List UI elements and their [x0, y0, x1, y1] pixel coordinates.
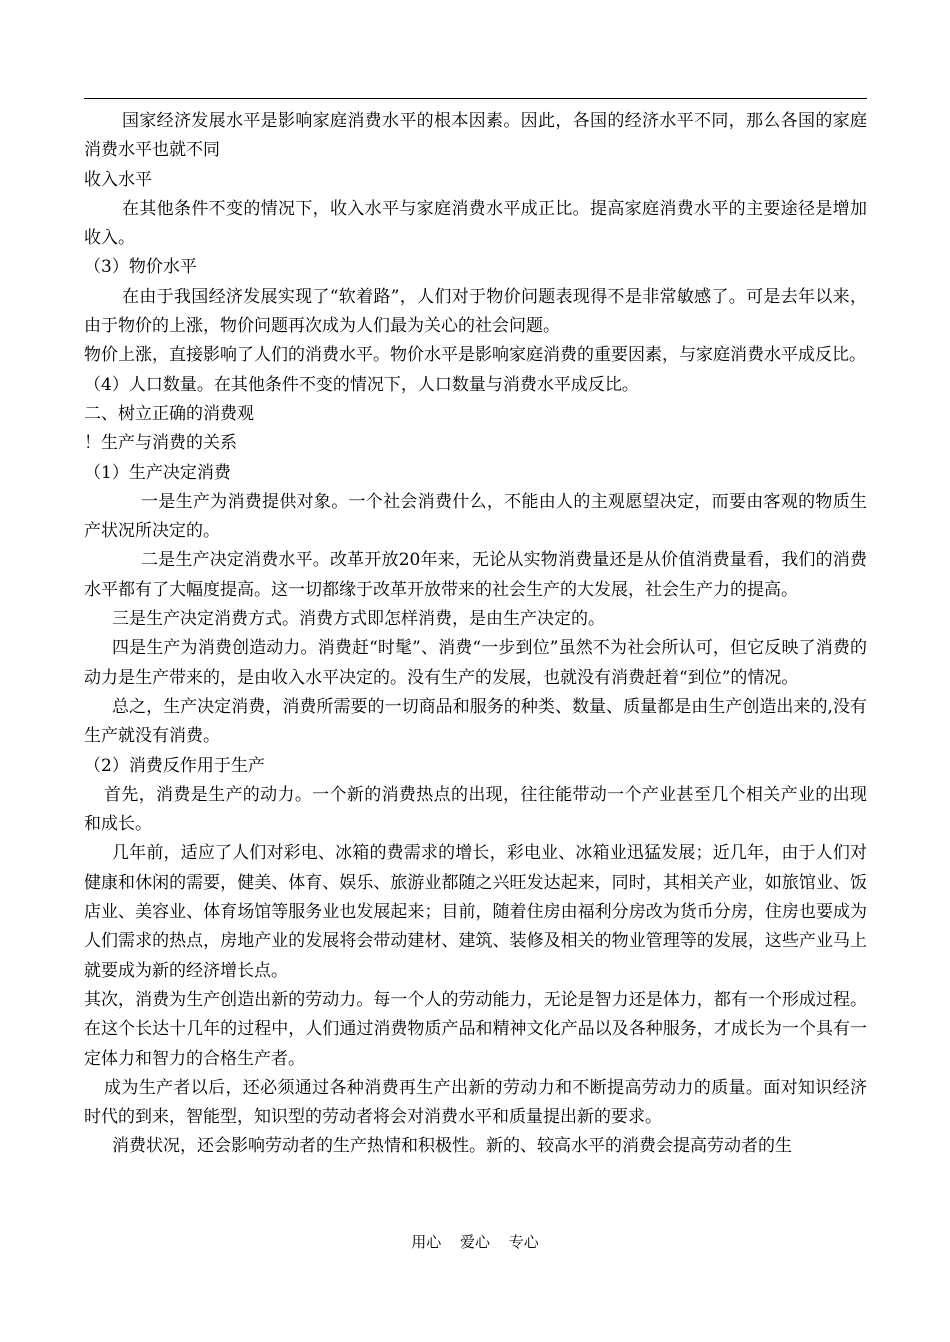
paragraph-summary: 总之，生产决定消费，消费所需要的一切商品和服务的种类、数量、质量都是由生产创造出来的,没有生产就没有消费。	[84, 696, 867, 747]
heading-consumption-reacts: （2）消费反作用于生产	[84, 755, 265, 776]
header-rule	[84, 98, 867, 99]
paragraph-income: 在其他条件不变的情况下，收入水平与家庭消费水平成正比。提高家庭消费水平的主要途径是增加收入。	[84, 198, 867, 249]
paragraph-first: 首先，消费是生产的动力。一个新的消费热点的出现，往往能带动一个产业甚至几个相关产业的出现和成长。	[84, 784, 867, 835]
paragraph-enthusiasm: 消费状况，还会影响劳动者的生产热情和积极性。新的、较高水平的消费会提高劳动者的生	[112, 1136, 792, 1157]
heading-production-consumption: ！生产与消费的关系	[84, 433, 237, 454]
paragraph-industries: 几年前，适应了人们对彩电、冰箱的费需求的增长，彩电业、冰箱业迅猛发展；近几年，由于人们对健康和休闲的需要，健美、体育、娱乐、旅游业都随之兴旺发达起来，同时，其相关产业，如旅馆业、饭店业、美容业、体育场馆等服务业也发展起来；目前，随着住房由福利分房改为货币分房，住房也要成为人们需求的热点，房地产业的发展将会带动建材、建筑、装修及相关的物业管理等的发展，这些产业马上就要成为新的经济增长点。	[84, 843, 867, 981]
paragraph-point-two: 二是生产决定消费水平。改革开放20年来，无论从实物消费量还是从价值消费量看，我们的消费水平都有了大幅度提高。这一切都缘于改革开放带来的社会生产的大发展，社会生产力的提高。	[84, 550, 867, 600]
document-body	[84, 107, 867, 1162]
paragraph-price-rise: 物价上涨，直接影响了人们的消费水平。物价水平是影响家庭消费的重要因素，与家庭消费水平成反比。	[84, 345, 866, 366]
paragraph-price-soft-landing: 在由于我国经济发展实现了“软着路”，人们对于物价问题表现得不是非常敏感了。可是去年以来，由于物价的上涨，物价问题再次成为人们最为关心的社会问题。	[84, 286, 867, 337]
paragraph-labor-quality: 成为生产者以后，还必须通过各种消费再生产出新的劳动力和不断提高劳动力的质量。面对知识经济时代的到来，智能型，知识型的劳动者将会对消费水平和质量提出新的要求。	[84, 1077, 867, 1128]
paragraph-economy-level: 国家经济发展水平是影响家庭消费水平的根本因素。因此，各国的经济水平不同，那么各国的家庭消费水平也就不同	[84, 111, 867, 161]
heading-income-level: 收入水平	[84, 169, 152, 190]
paragraph-point-one: 一是生产为消费提供对象。一个社会消费什么，不能由人的主观愿望决定，而要由客观的物质生产状况所决定的。	[84, 491, 867, 542]
paragraph-second: 其次，消费为生产创造出新的劳动力。每一个人的劳动能力，无论是智力还是体力，都有一个形成过程。在这个长达十几年的过程中，人们通过消费物质产品和精神文化产品以及各种服务，才成长为一个具有一定体力和智力的合格生产者。	[84, 989, 867, 1069]
heading-production-decides: （1）生产决定消费	[84, 462, 231, 483]
paragraph-population: （4）人口数量。在其他条件不变的情况下，人口数量与消费水平成反比。	[84, 374, 639, 395]
heading-price-level: （3）物价水平	[84, 257, 197, 278]
page-footer: 用心 爱心 专心	[411, 1233, 539, 1251]
heading-consumption-view: 二、树立正确的消费观	[84, 403, 254, 424]
paragraph-point-four: 四是生产为消费创造动力。消费赶“时髦”、消费“一步到位”虽然不为社会所认可，但它反映了消费的动力是生产带来的，是由收入水平决定的。没有生产的发展，也就没有消费赶着“到位”的情况。	[84, 638, 867, 688]
paragraph-point-three: 三是生产决定消费方式。消费方式即怎样消费，是由生产决定的。	[112, 609, 605, 630]
